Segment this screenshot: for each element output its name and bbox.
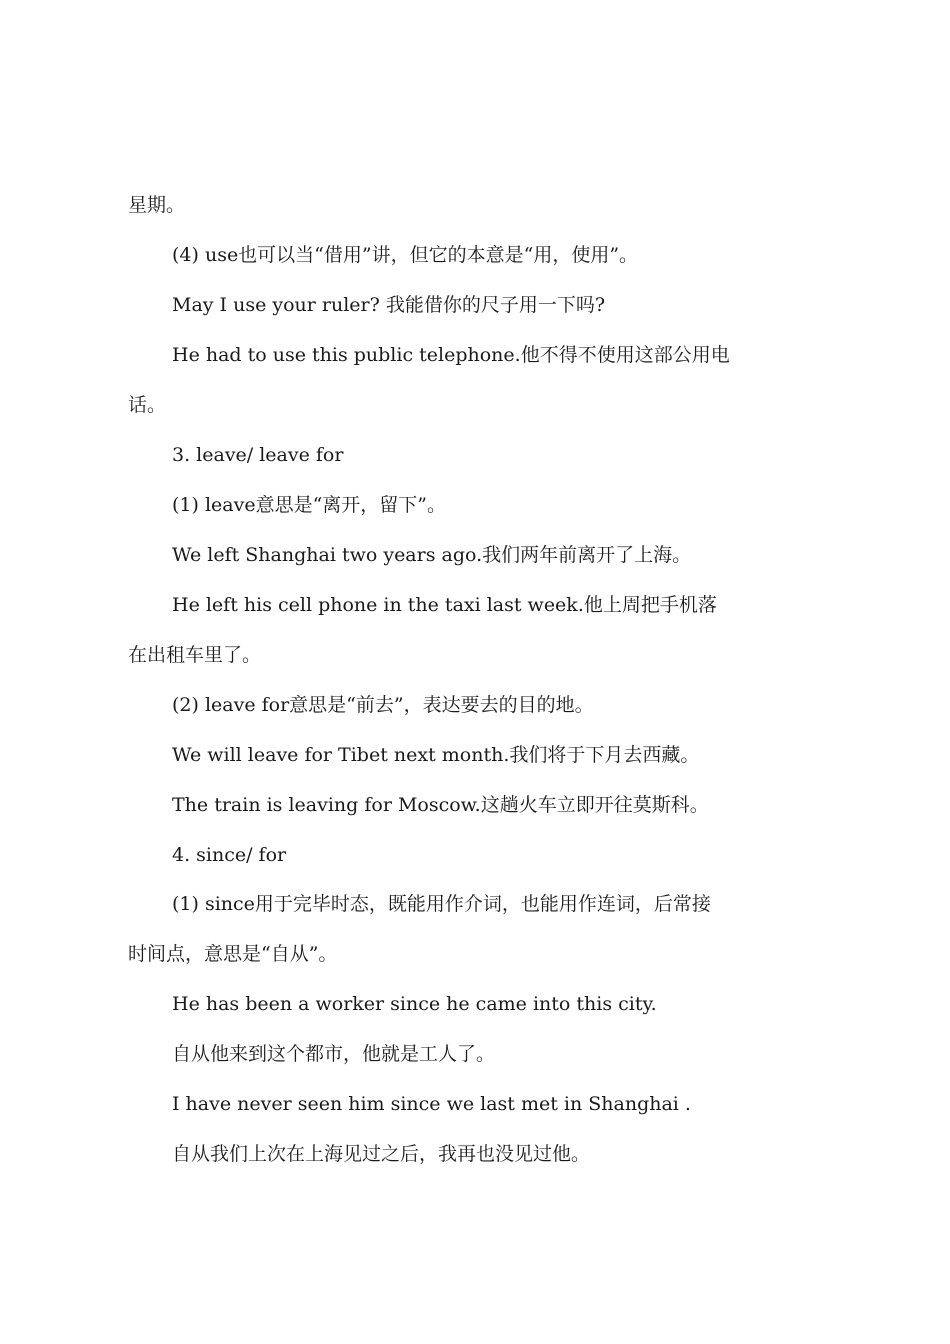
text-line: (2) leave for意思是“前去”，表达要去的目的地。 [172, 694, 594, 716]
text-line: 在出租车里了。 [128, 644, 262, 666]
text-line: (1) since用于完毕时态，既能用作介词，也能用作连词，后常接 [172, 893, 711, 915]
text-line: We will leave for Tibet next month.我们将于下月去西藏。 [172, 744, 700, 766]
text-line: 自从他来到这个都市，他就是工人了。 [172, 1043, 496, 1065]
text-line: He left his cell phone in the taxi last week.他上周把手机落 [172, 594, 717, 616]
text-line: (4) use也可以当“借用”讲，但它的本意是“用，使用”。 [172, 244, 639, 266]
section-heading: 3. leave/ leave for [172, 444, 344, 466]
text-line: I have never seen him since we last met in Shanghai . [172, 1093, 691, 1115]
text-line: (1) leave意思是“离开，留下”。 [172, 494, 447, 516]
text-line: He has been a worker since he came into this city. [172, 993, 657, 1015]
text-line: May I use your ruler? 我能借你的尺子用一下吗? [172, 294, 606, 316]
text-line: He had to use this public telephone.他不得不使用这部公用电 [172, 344, 730, 366]
section-heading: 4. since/ for [172, 844, 287, 866]
text-line: We left Shanghai two years ago.我们两年前离开了上海。 [172, 544, 692, 566]
text-line: The train is leaving for Moscow.这趟火车立即开往莫斯科。 [172, 794, 709, 816]
text-line: 话。 [128, 394, 167, 416]
text-line: 星期。 [128, 194, 186, 216]
text-line: 自从我们上次在上海见过之后，我再也没见过他。 [172, 1143, 591, 1165]
text-line: 时间点，意思是“自从”。 [128, 943, 338, 965]
